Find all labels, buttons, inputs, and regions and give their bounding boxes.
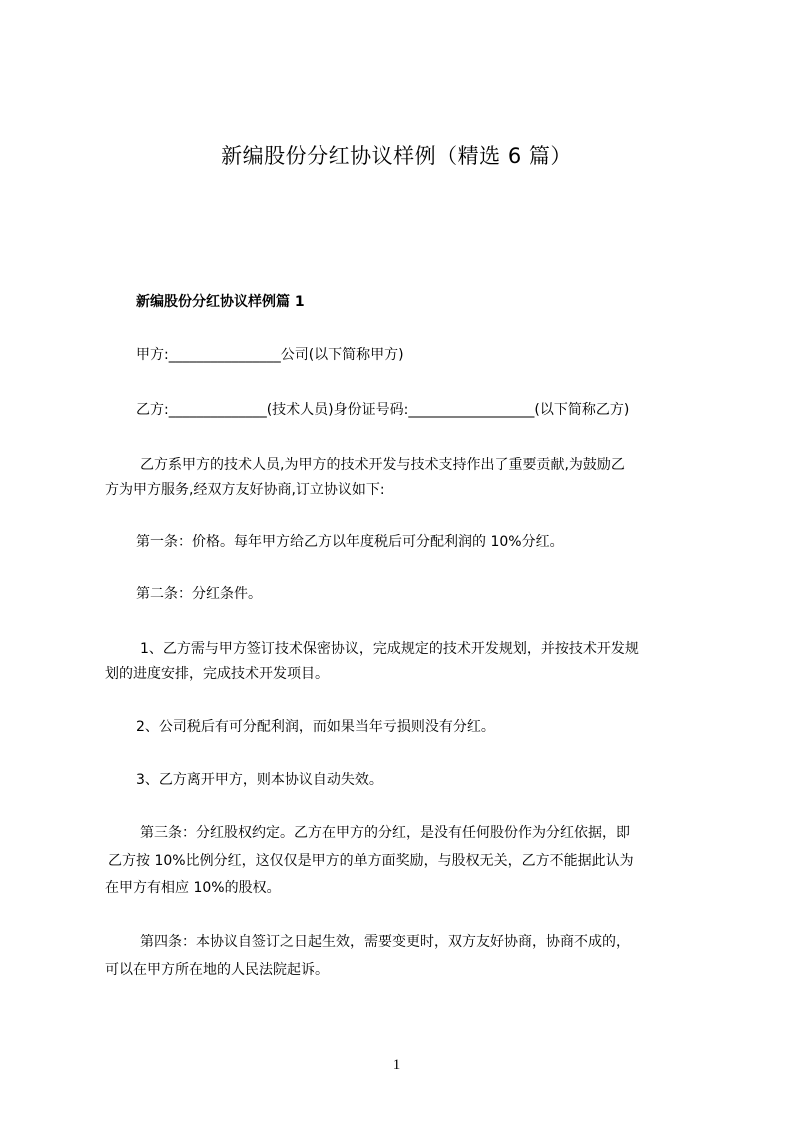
article-3-line: 乙方按 10%比例分红，这仅仅是甲方的单方面奖励，与股权无关，乙方不能据此认为 bbox=[108, 853, 634, 869]
intro-paragraph-line: 方为甲方服务,经双方友好协商,订立协议如下: bbox=[105, 482, 385, 498]
article-2: 第二条：分红条件。 bbox=[136, 586, 262, 602]
page-number: 1 bbox=[392, 1057, 401, 1073]
party-b-line: 乙方:______________(技术人员)身份证号码:__________________(以下简称乙方) bbox=[136, 402, 630, 418]
article-1: 第一条：价格。每年甲方给乙方以年度税后可分配利润的 10%分红。 bbox=[136, 534, 564, 550]
condition-3: 3、乙方离开甲方，则本协议自动失效。 bbox=[136, 772, 383, 788]
article-4-line: 可以在甲方所在地的人民法院起诉。 bbox=[105, 962, 329, 978]
party-a-line: 甲方:________________公司(以下简称甲方) bbox=[136, 347, 404, 363]
article-4-line: 第四条：本协议自签订之日起生效，需要变更时，双方友好协商，协商不成的， bbox=[140, 934, 630, 950]
section-title: 新编股份分红协议样例篇 1 bbox=[136, 294, 305, 310]
condition-1-line: 1、乙方需与甲方签订技术保密协议，完成规定的技术开发规划，并按技术开发规 bbox=[140, 641, 639, 657]
intro-paragraph-line: 乙方系甲方的技术人员,为甲方的技术开发与技术支持作出了重要贡献,为鼓励乙 bbox=[140, 457, 625, 473]
document-title: 新编股份分红协议样例（精选 6 篇） bbox=[221, 144, 572, 168]
condition-1-line: 划的进度安排，完成技术开发项目。 bbox=[105, 666, 329, 682]
condition-2: 2、公司税后有可分配利润，而如果当年亏损则没有分红。 bbox=[136, 719, 495, 735]
article-3-line: 在甲方有相应 10%的股权。 bbox=[105, 880, 281, 896]
article-3-line: 第三条：分红股权约定。乙方在甲方的分红，是没有任何股份作为分红依据，即 bbox=[140, 825, 630, 841]
